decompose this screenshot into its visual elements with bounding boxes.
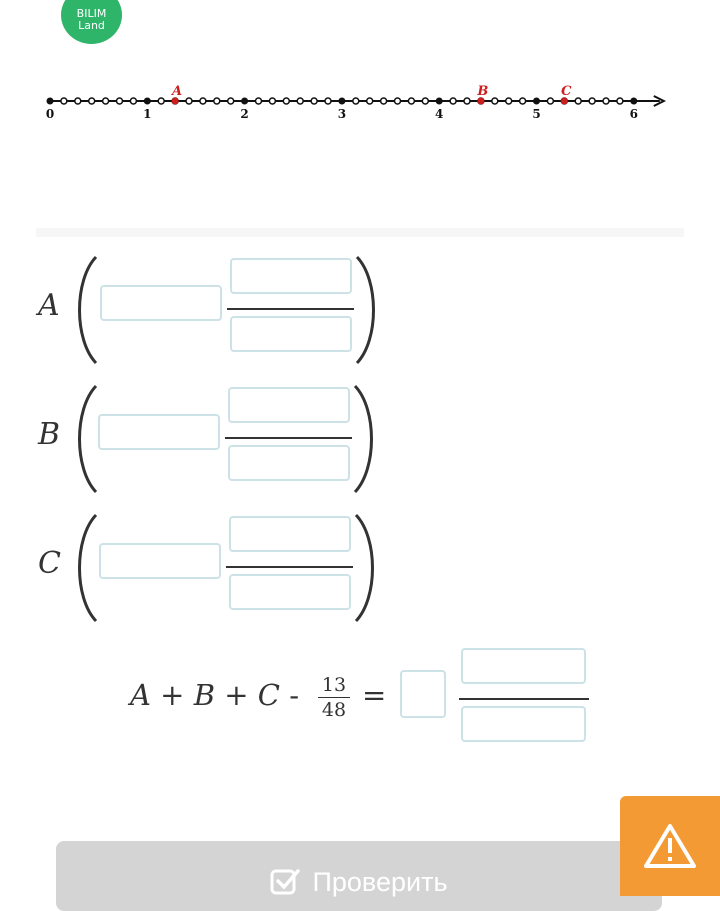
eq-plus: + — [224, 678, 249, 712]
result-numerator-input[interactable] — [461, 648, 586, 684]
tick-mark — [47, 98, 54, 105]
row-label: C — [38, 546, 61, 581]
row-b — [0, 384, 720, 494]
tick-label: 4 — [435, 107, 444, 121]
eq-term-b: B — [193, 678, 216, 712]
tick-mark — [241, 98, 248, 105]
subdivision-mark — [450, 98, 456, 104]
whole-input-c[interactable] — [99, 543, 221, 579]
equation-expression — [130, 678, 299, 712]
subdivision-mark — [506, 98, 512, 104]
subdivision-mark — [422, 98, 428, 104]
subdivision-mark — [395, 98, 401, 104]
subdivision-mark — [130, 98, 136, 104]
numerator-input-a[interactable] — [230, 258, 352, 294]
result-denominator-input[interactable] — [461, 706, 586, 742]
whole-input-a[interactable] — [100, 285, 222, 321]
subdivision-mark — [408, 98, 414, 104]
point-label: C — [561, 84, 572, 99]
subdivision-mark — [214, 98, 220, 104]
number-line — [0, 70, 720, 130]
subdivision-mark — [228, 98, 234, 104]
point-label: B — [477, 84, 489, 99]
right-paren-icon — [352, 513, 382, 623]
fraction-bar — [459, 698, 589, 700]
tick-mark — [533, 98, 540, 105]
right-paren-icon — [353, 255, 383, 365]
subdivision-mark — [575, 98, 581, 104]
eq-fraction — [318, 674, 350, 721]
subdivision-mark — [464, 98, 470, 104]
logo-line1: BILIM — [76, 7, 107, 20]
row-c — [0, 513, 720, 623]
tick-label: 2 — [240, 107, 249, 121]
checkbox-check-icon — [270, 867, 300, 897]
subdivision-mark — [520, 98, 526, 104]
tick-mark — [436, 98, 443, 105]
divider — [36, 228, 684, 237]
numerator-input-b[interactable] — [228, 387, 350, 423]
subdivision-mark — [367, 98, 373, 104]
left-paren-icon — [70, 513, 100, 623]
subdivision-mark — [297, 98, 303, 104]
eq-term-a: A — [130, 678, 151, 712]
eq-term-c: C — [257, 678, 280, 712]
subdivision-mark — [283, 98, 289, 104]
check-button[interactable] — [56, 841, 662, 911]
subdivision-mark — [617, 98, 623, 104]
fraction-bar — [318, 697, 350, 698]
whole-input-b[interactable] — [98, 414, 220, 450]
numerator-input-c[interactable] — [229, 516, 351, 552]
eq-equals: = — [362, 678, 387, 712]
tick-label: 3 — [337, 107, 347, 121]
row-label: A — [38, 288, 60, 323]
subdivision-mark — [311, 98, 317, 104]
subdivision-mark — [89, 98, 95, 104]
bilimland-logo — [61, 0, 122, 44]
tick-label: 5 — [532, 107, 541, 121]
eq-minus: - — [289, 678, 299, 712]
subdivision-mark — [256, 98, 262, 104]
subdivision-mark — [117, 98, 123, 104]
result-whole-input[interactable] — [400, 670, 446, 718]
tick-mark — [144, 98, 151, 105]
subdivision-mark — [269, 98, 275, 104]
subdivision-mark — [75, 98, 81, 104]
subdivision-mark — [186, 98, 192, 104]
fraction-bar — [227, 308, 354, 310]
subdivision-mark — [603, 98, 609, 104]
subdivision-mark — [589, 98, 595, 104]
eq-plus: + — [160, 678, 185, 712]
row-a — [0, 255, 720, 365]
point-label: A — [172, 84, 183, 99]
subdivision-mark — [492, 98, 498, 104]
row-label: B — [38, 417, 61, 452]
fraction-bar — [226, 566, 353, 568]
fraction-bar — [225, 437, 352, 439]
warning-icon — [643, 822, 697, 870]
subdivision-mark — [158, 98, 164, 104]
subdivision-mark — [547, 98, 553, 104]
equation — [0, 640, 720, 750]
tick-label: 6 — [629, 107, 638, 121]
tick-mark — [338, 98, 345, 105]
right-paren-icon — [351, 384, 381, 494]
logo-line2: Land — [78, 19, 105, 32]
eq-fraction-denominator: 48 — [321, 699, 347, 721]
denominator-input-a[interactable] — [230, 316, 352, 352]
subdivision-mark — [103, 98, 109, 104]
subdivision-mark — [61, 98, 67, 104]
tick-label: 1 — [143, 107, 152, 121]
tick-mark — [630, 98, 637, 105]
check-button-label: Проверить — [312, 867, 448, 897]
left-paren-icon — [70, 384, 100, 494]
denominator-input-c[interactable] — [229, 574, 351, 610]
subdivision-mark — [325, 98, 331, 104]
subdivision-mark — [200, 98, 206, 104]
eq-fraction-numerator: 13 — [321, 674, 347, 696]
subdivision-mark — [381, 98, 387, 104]
report-problem-button[interactable] — [620, 796, 720, 896]
tick-label: 0 — [45, 107, 55, 121]
subdivision-mark — [353, 98, 359, 104]
left-paren-icon — [70, 255, 100, 365]
denominator-input-b[interactable] — [228, 445, 350, 481]
